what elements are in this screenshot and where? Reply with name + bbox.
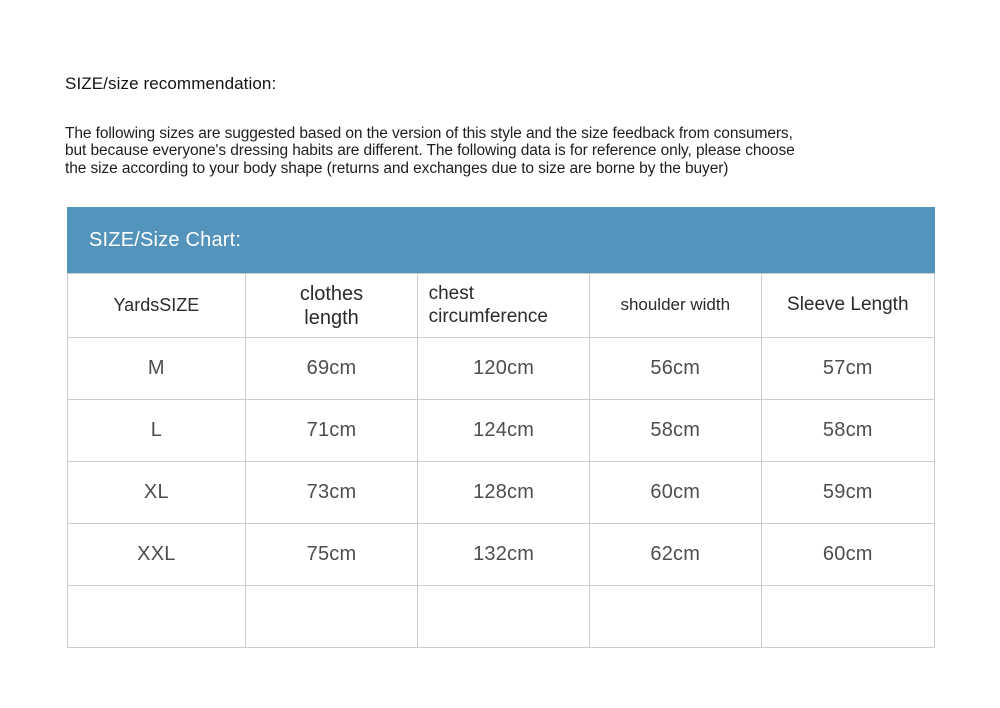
size-table — [67, 273, 935, 648]
size-table-header-row — [68, 274, 935, 338]
description-line-3: the size according to your body shape (returns and exchanges due to size are borne by the buyer) — [65, 159, 729, 177]
size-value: XL — [68, 462, 246, 524]
shoulder-width-value: 58cm — [589, 400, 761, 462]
description-line-1: The following sizes are suggested based on the version of this style and the size feedback from consumers, — [65, 125, 793, 142]
empty-cell — [761, 586, 934, 648]
sleeve-length-value: 60cm — [761, 524, 934, 586]
empty-cell — [589, 586, 761, 648]
table-row-m — [68, 338, 935, 400]
shoulder-width-value: 62cm — [589, 524, 761, 586]
empty-cell — [245, 586, 418, 648]
column-header-size: YardsSIZE — [68, 274, 246, 338]
size-value: M — [68, 338, 246, 400]
table-row-empty — [68, 586, 935, 648]
sleeve-length-value: 58cm — [761, 400, 934, 462]
sleeve-length-value: 59cm — [761, 462, 934, 524]
size-value: L — [68, 400, 246, 462]
description-line-2: but because everyone's dressing habits are different. The following data is for reference only, please choose — [65, 142, 795, 160]
empty-cell — [68, 586, 246, 648]
page-title: SIZE/size recommendation: — [65, 74, 277, 93]
chest-circumference-value: 128cm — [418, 462, 590, 524]
column-header-sleeve-length: Sleeve Length — [761, 274, 934, 338]
shoulder-width-value: 56cm — [589, 338, 761, 400]
clothes-length-value: 71cm — [245, 400, 418, 462]
size-description — [65, 125, 945, 177]
size-value: XXL — [68, 524, 246, 586]
column-header-clothes-length: clothes length — [245, 274, 418, 338]
sleeve-length-value: 57cm — [761, 338, 934, 400]
shoulder-width-value: 60cm — [589, 462, 761, 524]
table-row-xl — [68, 462, 935, 524]
table-row-l — [68, 400, 935, 462]
empty-cell — [418, 586, 590, 648]
chest-circumference-value: 124cm — [418, 400, 590, 462]
chest-circumference-value: 120cm — [418, 338, 590, 400]
chest-circumference-value: 132cm — [418, 524, 590, 586]
clothes-length-value: 75cm — [245, 524, 418, 586]
column-header-shoulder-width: shoulder width — [589, 274, 761, 338]
column-header-chest-circumference: chest circumference — [418, 274, 590, 338]
size-chart-banner — [67, 207, 935, 273]
clothes-length-value: 69cm — [245, 338, 418, 400]
size-chart-banner-title: SIZE/Size Chart: — [89, 228, 242, 251]
clothes-length-value: 73cm — [245, 462, 418, 524]
size-chart-section — [67, 207, 935, 648]
table-row-xxl — [68, 524, 935, 586]
